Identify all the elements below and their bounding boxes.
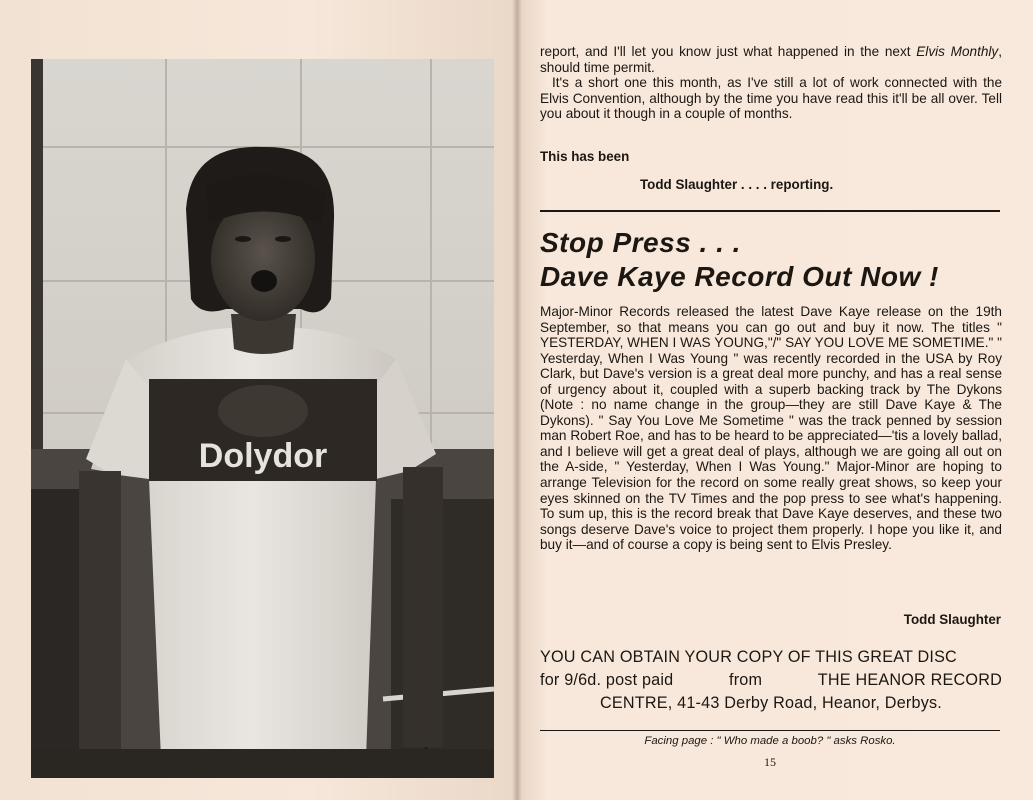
intro-para1-end: , should time permit.: [540, 44, 1003, 75]
byline: Todd Slaughter: [903, 612, 1001, 627]
sign-off: This has been: [540, 149, 630, 164]
headline-line-2: Dave Kaye Record Out Now !: [540, 261, 939, 292]
shirt-logo-text: Dolydor: [198, 437, 328, 475]
offer-from: from: [729, 671, 763, 689]
intro-para1-start: report, and I'll let you know just what happened in the next: [540, 44, 911, 59]
page-number: 15: [764, 755, 776, 769]
offer-shop-name: THE HEANOR RECORD: [817, 671, 1002, 689]
photo-image: [31, 59, 494, 778]
intro-text: [540, 44, 1002, 122]
offer-box: [540, 646, 1002, 715]
photo-caption: Facing page : " Who made a boob? " asks Rosko.: [644, 735, 896, 747]
photo-man-in-polydor-tshirt: [31, 59, 494, 778]
offer-price: for 9/6d. post paid: [540, 671, 674, 689]
offer-line-1: YOU CAN OBTAIN YOUR COPY OF THIS GREAT DISC: [540, 648, 957, 666]
offer-address: CENTRE, 41-43 Derby Road, Heanor, Derbys.: [600, 694, 942, 712]
intro-paragraph-1: [540, 44, 1002, 75]
headline: [540, 226, 1010, 294]
left-page: [0, 0, 516, 800]
reporting-line: Todd Slaughter . . . . reporting.: [640, 177, 834, 192]
caption-divider: [540, 730, 1000, 731]
article-body: [540, 304, 1002, 553]
article-paragraph: Major-Minor Records released the latest Dave Kaye release on the 19th September, so that means you can go out and buy it now. The titles " YESTERDAY, WHEN I WAS YOUNG,"/" SAY YOU LOVE ME SOMETIME." " Yesterday, When I Was Young " was recently recorded in the USA by Roy Clark, but Dave's version is a great deal more punchy, and has a real sense of urgency about it, coupled with a superb backing track by The Dykons (Note : no name change in the group—they are still Dave Kaye & The Dykons). " Say You Love Me Sometime " was the track penned by session man Robert Roe, and has to be heard to be appreciated—'tis a lovely ballad, and I believe will get a great deal of plays, although we are going all out on the A-side, " Yesterday, When I Was Young." Major-Minor are hoping to arrange Television for the record on some really great shows, so keep your eyes skinned on the TV Times and the pop press to see what's happening. To sum up, this is the record break that Dave Kaye deserves, and these two songs deserve Dave's voice to project them properly. I hope you like it, and buy it—and of course a copy is being sent to Elvis Presley.: [540, 304, 1002, 553]
intro-paragraph-2: It's a short one this month, as I've still a lot of work connected with the Elvis Convention, although by the time you have read this it'll be all over. Tell you about it though in a couple of months.: [540, 75, 1002, 122]
headline-line-1: Stop Press . . .: [540, 227, 741, 258]
page-gutter: [512, 0, 522, 800]
elvis-monthly-title: Elvis Monthly: [916, 44, 999, 59]
offer-line-2: [540, 669, 1002, 692]
section-divider: [540, 210, 1000, 212]
